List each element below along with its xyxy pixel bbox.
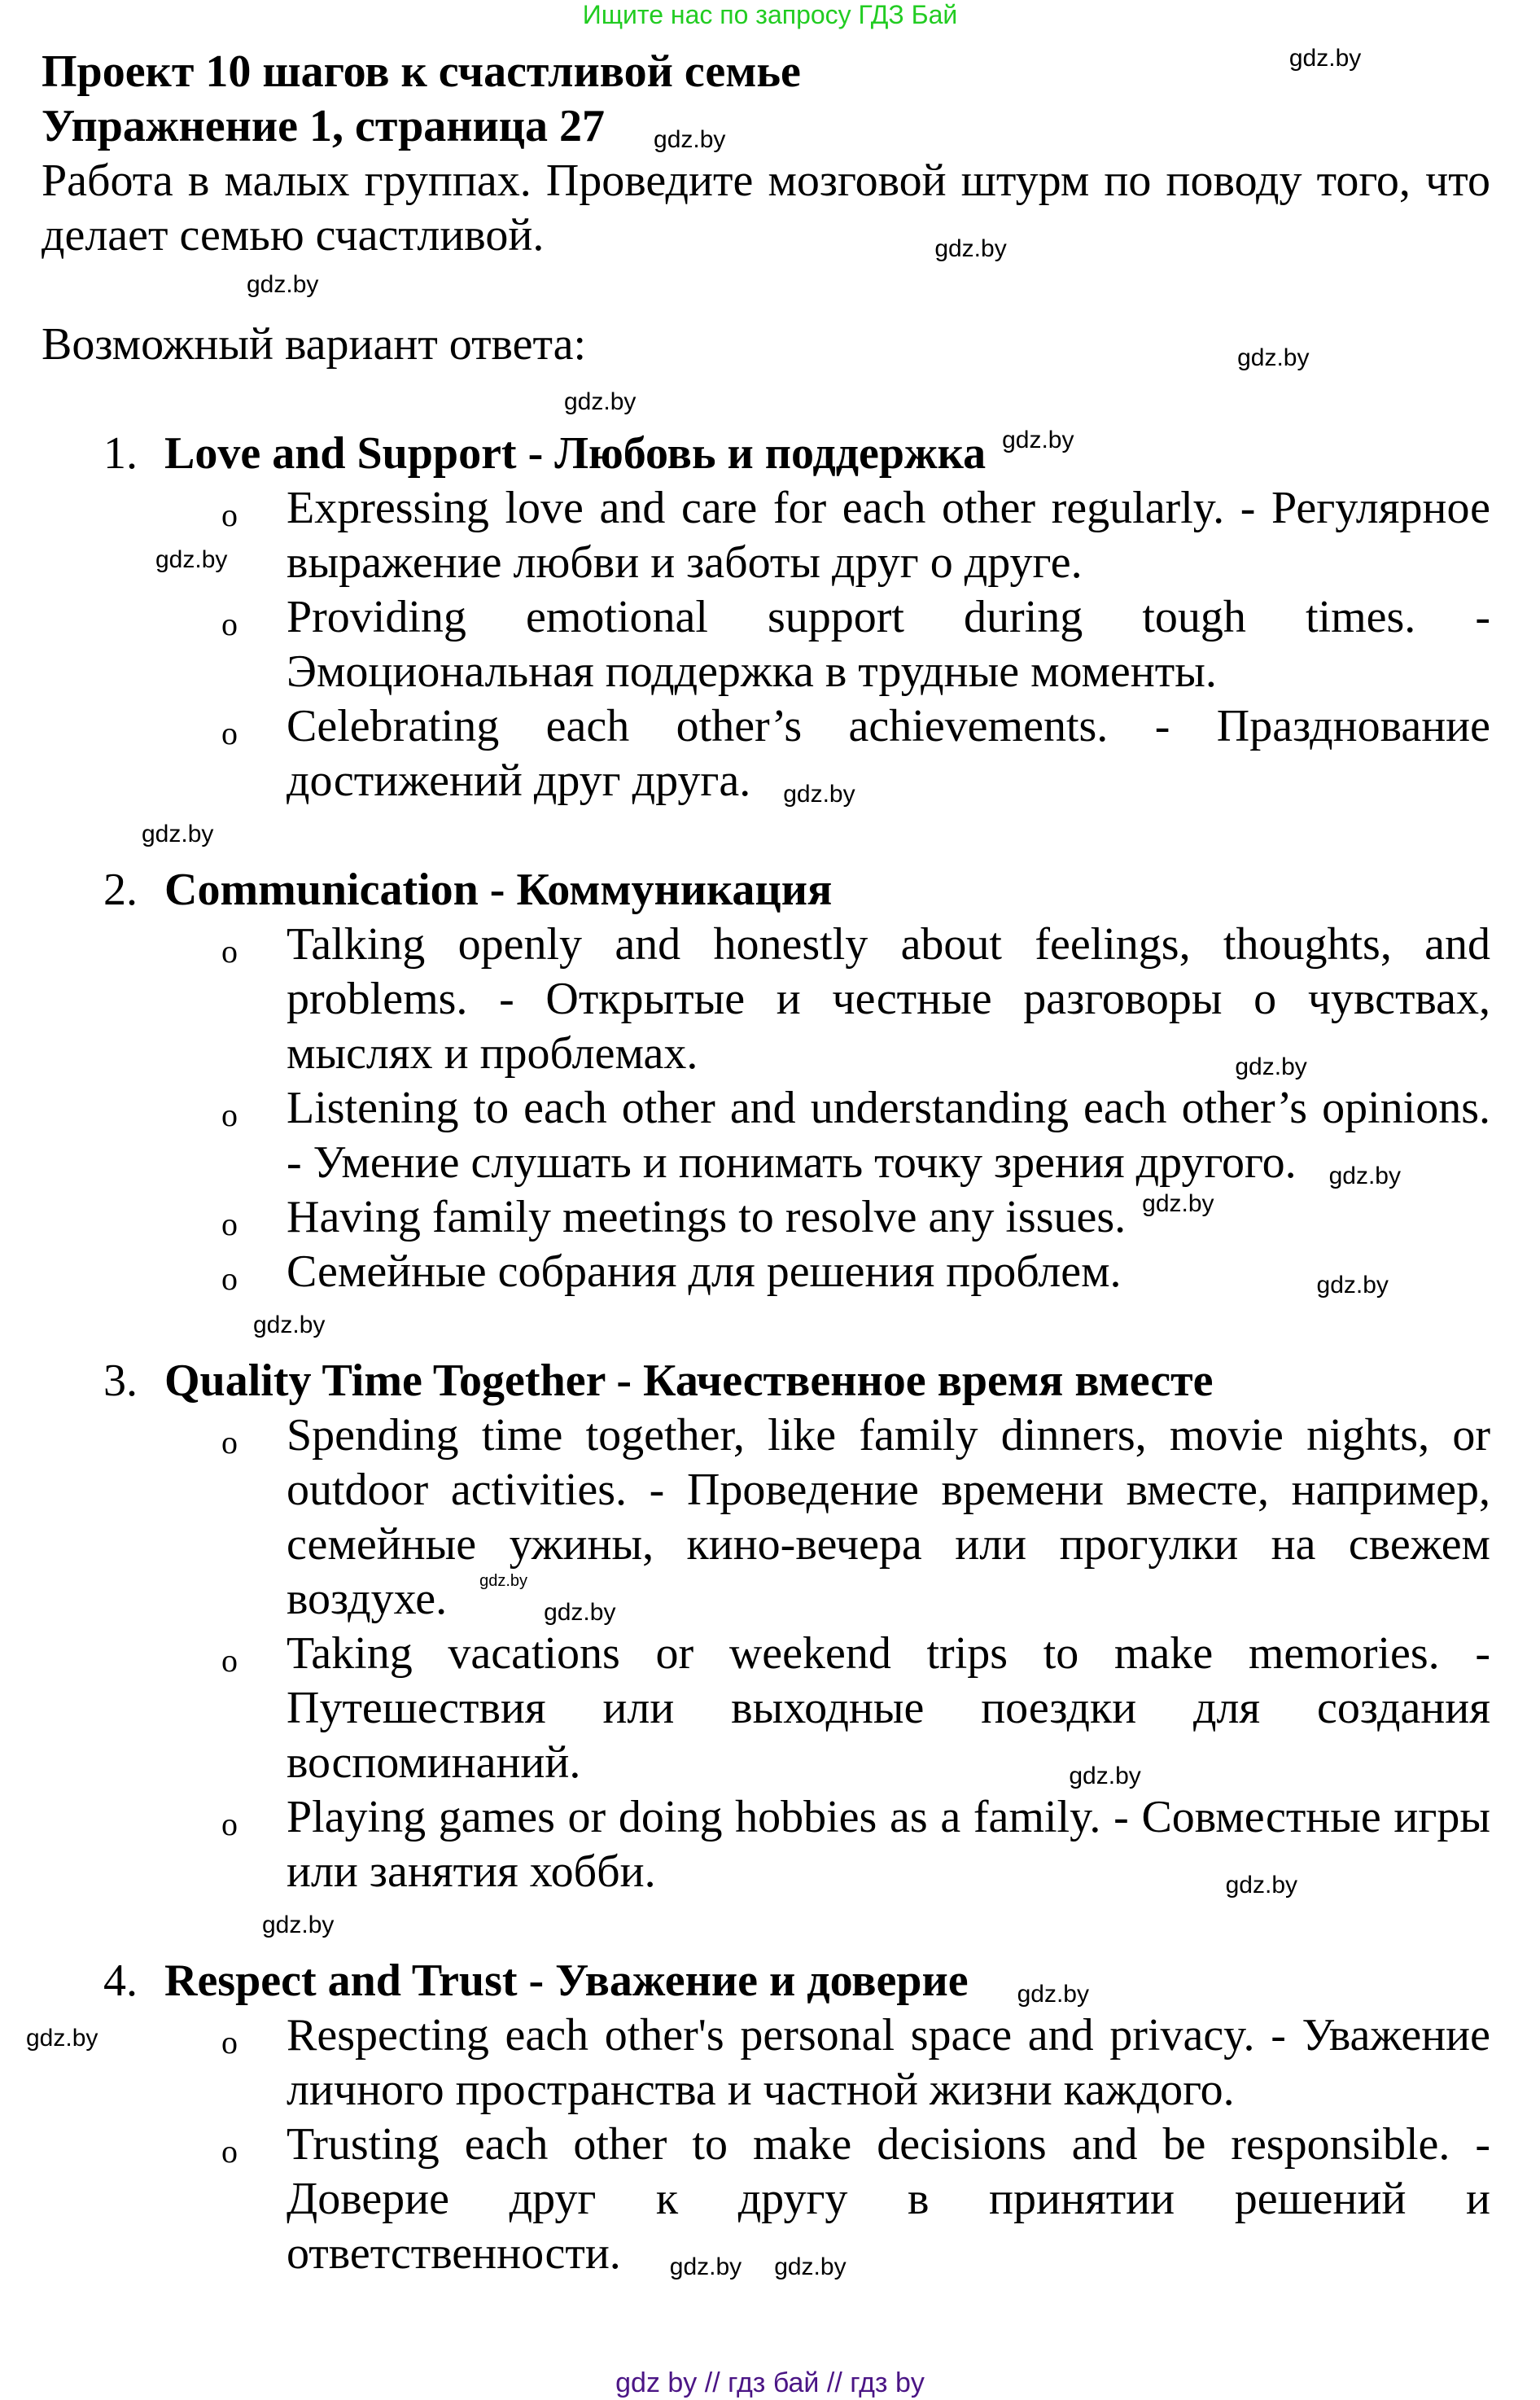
list-item-text: Talking openly and honestly about feelings, thoughts, and problems. - Открытые и честные разговоры о чувствах, мыслях и проблемах.	[287, 919, 1490, 1079]
section-number: 3.	[103, 1355, 138, 1406]
watermark: gdz.by	[1237, 344, 1310, 371]
list-item	[42, 1790, 1490, 1899]
bullet-icon: o	[221, 1260, 238, 1297]
watermark: gdz.by	[26, 2025, 98, 2052]
section-title	[42, 427, 1490, 481]
list-item-text: Celebrating each other’s achievements. - Празднование достижений друг друга.	[287, 701, 1490, 806]
list-item-text: Expressing love and care for each other regularly. - Регулярное выражение любви и заботы друг о друге.	[287, 483, 1490, 588]
bullet-icon: o	[221, 715, 238, 751]
list-item-text: Taking vacations or weekend trips to make memories. - Путешествия или выходные поездки для создания воспоминаний.	[287, 1628, 1490, 1788]
list-item-text: Having family meetings to resolve any issues.	[287, 1192, 1127, 1242]
bullet-icon: o	[221, 1642, 238, 1679]
task-text	[42, 154, 1490, 263]
footer-links[interactable]: gdz by // гдз бай // гдз by	[615, 2367, 925, 2398]
page-title-text: Проект 10 шагов к счастливой семье	[42, 46, 801, 97]
watermark: gdz.by	[1017, 1981, 1089, 2008]
watermark: gdz.by	[142, 821, 214, 847]
exercise-heading-text: Упражнение 1, страница 27	[42, 101, 606, 151]
search-banner[interactable]: Ищите нас по запросу ГДЗ Бай	[582, 0, 958, 29]
watermark: gdz.by	[934, 235, 1007, 262]
list-item	[42, 1190, 1490, 1245]
watermark: gdz.by	[1316, 1272, 1389, 1299]
list-item	[42, 590, 1490, 699]
document-body	[26, 45, 1490, 2281]
section-title	[42, 863, 1490, 918]
list-item	[42, 1245, 1490, 1299]
watermark: gdz.by	[564, 388, 637, 415]
list-item-text: Respecting each other's personal space and privacy. - Уважение личного пространства и частной жизни каждого.	[287, 2010, 1490, 2115]
bullet-icon: o	[221, 606, 238, 642]
watermark: gdz.by	[1069, 1763, 1141, 1789]
section-title-text: Respect and Trust - Уважение и доверие	[164, 1955, 969, 2006]
watermark: gdz.by	[155, 546, 228, 573]
bullet-icon: o	[221, 1806, 238, 1842]
list-item	[42, 481, 1490, 590]
bullet-icon: o	[221, 933, 238, 970]
watermark: gdz.by	[1225, 1872, 1297, 1899]
bullet-icon: o	[221, 1206, 238, 1242]
section-number: 1.	[103, 428, 138, 479]
list-item	[26, 2008, 1490, 2118]
section-number: 2.	[103, 865, 138, 915]
answer-intro	[42, 318, 1490, 372]
list-item-text: Spending time together, like family dinners, movie nights, or outdoor activities. - Проведение времени вместе, например, семейные ужины, кино-вечера или прогулки на свежем воздухе.	[287, 1410, 1490, 1624]
answer-intro-text: Возможный вариант ответа:	[42, 319, 587, 370]
section-number: 4.	[103, 1955, 138, 2006]
watermark: gdz.by	[262, 1912, 335, 1938]
bullet-icon: o	[221, 1097, 238, 1133]
list-item	[42, 918, 1490, 1081]
watermark: gdz.by	[1235, 1053, 1307, 1080]
list-item-text: Trusting each other to make decisions and be responsible. - Доверие друг к другу в принятии решений и ответственности.	[287, 2119, 1490, 2279]
section-title	[42, 1954, 1490, 2008]
list-item	[42, 1627, 1490, 1790]
bullet-icon: o	[221, 2024, 238, 2061]
bullet-icon: o	[221, 2133, 238, 2170]
list-item	[42, 699, 1490, 808]
list-item-text: Providing emotional support during tough times. - Эмоциональная поддержка в трудные моменты.	[287, 592, 1490, 697]
section-title-text: Communication - Коммуникация	[164, 865, 833, 915]
watermark: gdz.by	[1002, 427, 1074, 453]
task-text-content: Работа в малых группах. Проведите мозговой штурм по поводу того, что делает семью счастливой.	[42, 155, 1490, 261]
section-title-text: Quality Time Together - Качественное время вместе	[164, 1355, 1214, 1406]
watermark: gdz.by	[1288, 45, 1362, 72]
watermark: gdz.by	[479, 1572, 528, 1590]
list-item	[42, 1081, 1490, 1190]
answer-list	[26, 427, 1490, 2281]
page-title	[42, 45, 1490, 99]
watermark: gdz.by	[774, 2253, 847, 2280]
exercise-heading	[42, 99, 1490, 154]
watermark: gdz.by	[253, 1312, 326, 1338]
list-item-text: Listening to each other and understanding each other’s opinions. - Умение слушать и понимать точку зрения другого.	[287, 1083, 1490, 1188]
watermark: gdz.by	[544, 1599, 616, 1626]
section-title-text: Love and Support - Любовь и поддержка	[164, 428, 987, 479]
watermark: gdz.by	[1328, 1163, 1401, 1189]
watermark: gdz.by	[654, 126, 726, 153]
watermark: gdz.by	[669, 2253, 742, 2280]
watermark: gdz.by	[247, 271, 319, 298]
watermark: gdz.by	[783, 781, 855, 808]
list-item	[42, 1408, 1490, 1627]
bullet-icon: o	[221, 497, 238, 533]
bullet-icon: o	[221, 1424, 238, 1461]
list-item-text: Playing games or doing hobbies as a family. - Совместные игры или занятия хобби.	[287, 1792, 1490, 1897]
section-title	[42, 1354, 1490, 1408]
list-item-text: Семейные собрания для решения проблем.	[287, 1246, 1122, 1297]
watermark: gdz.by	[1142, 1190, 1214, 1217]
list-item	[42, 2118, 1490, 2281]
